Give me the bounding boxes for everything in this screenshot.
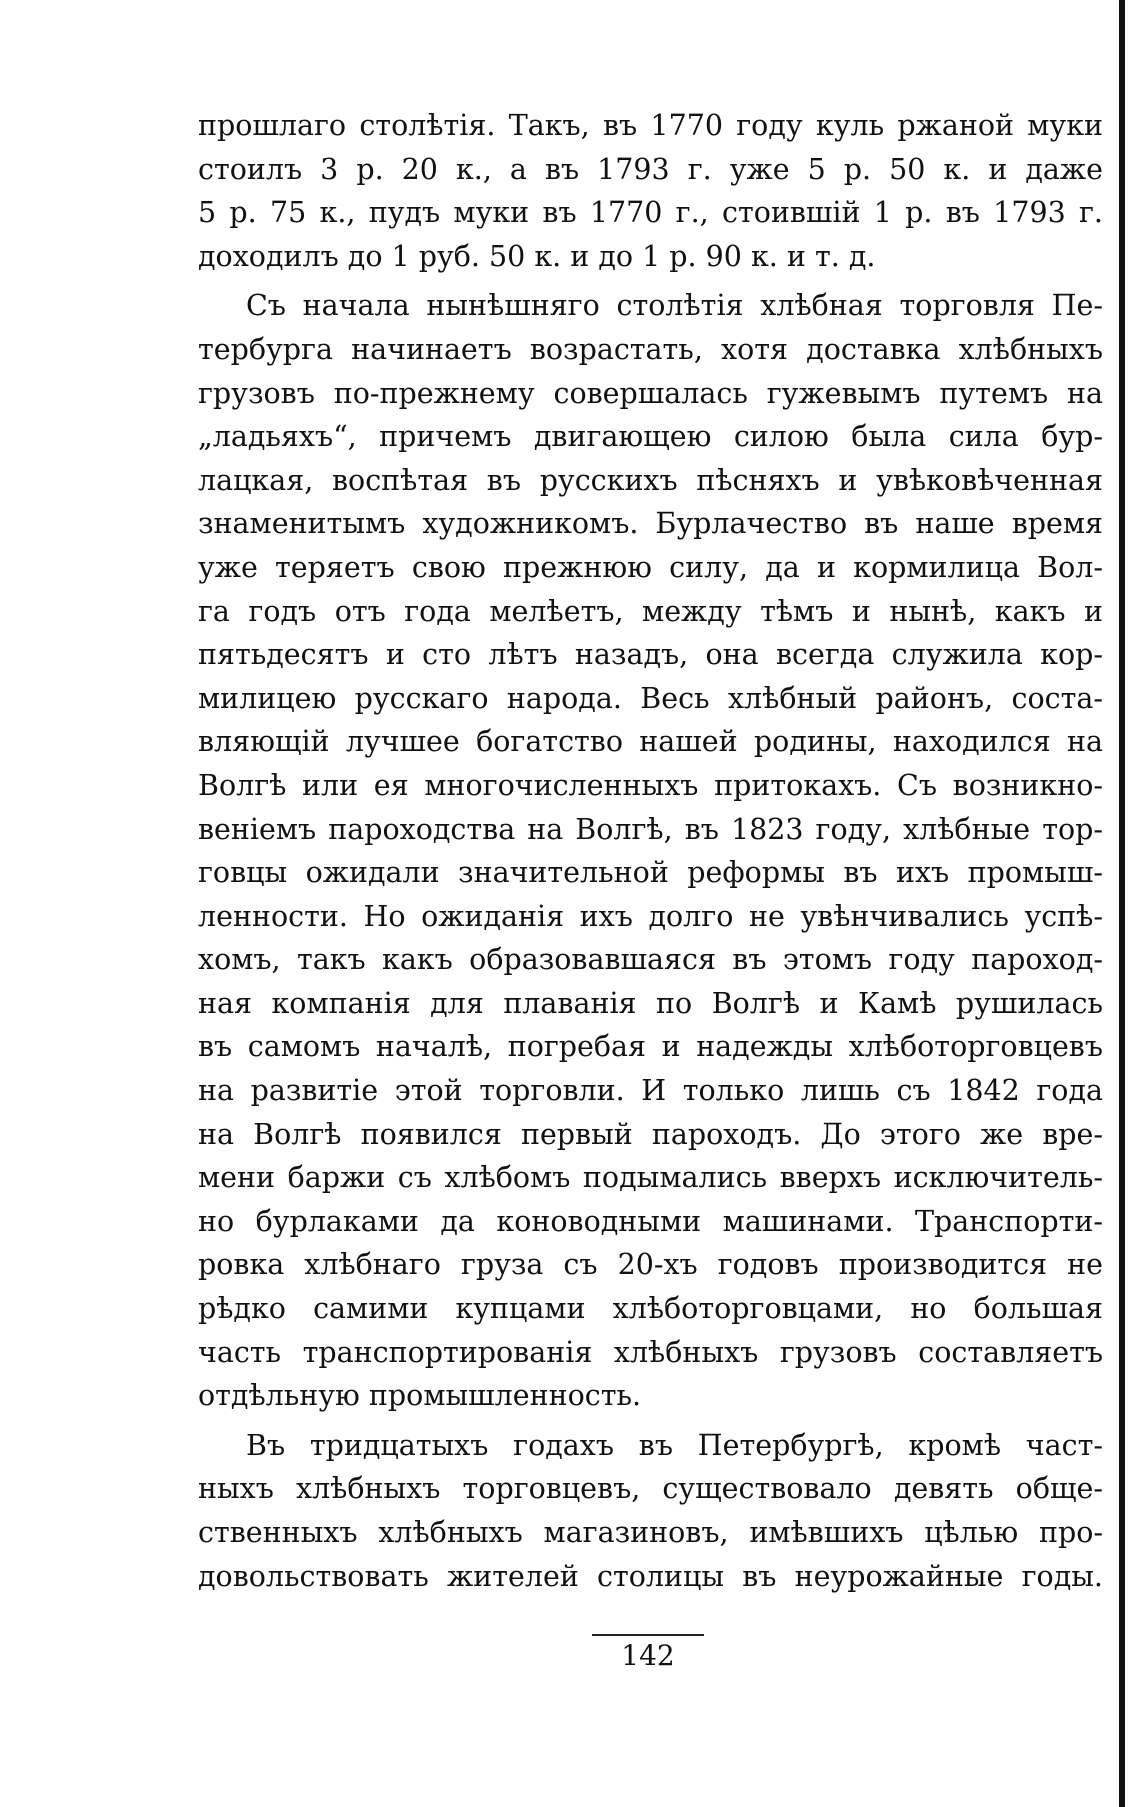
text-line: лацкая, воспѣтая въ русскихъ пѣсняхъ и увѣковѣченная [198, 463, 1103, 497]
text-line: довольствовать жителей столицы въ неурожайные годы. [198, 1559, 1103, 1593]
page-edge-shadow [1119, 0, 1125, 1807]
paragraph-3 [198, 1424, 1103, 1598]
text-line: знаменитымъ художникомъ. Бурлачество въ наше время [198, 507, 1103, 541]
text-line: веніемъ пароходства на Волгѣ, въ 1823 году, хлѣбные тор- [198, 812, 1103, 846]
paragraph-1 [198, 104, 1103, 278]
text-line: уже теряетъ свою прежнюю силу, да и кормилица Вол- [198, 550, 1103, 584]
text-line: ленности. Но ожиданія ихъ долго не увѣнчивались успѣ- [198, 899, 1103, 933]
text-line: стоилъ 3 р. 20 к., а въ 1793 г. уже 5 р. 50 к. и даже [198, 152, 1103, 186]
text-line: прошлаго столѣтія. Такъ, въ 1770 году куль ржаной муки [198, 109, 1103, 142]
text-line: ровка хлѣбнаго груза съ 20-хъ годовъ производится не [198, 1248, 1103, 1282]
paragraph-2 [198, 284, 1103, 1417]
body-text [198, 104, 1103, 1598]
text-line: милицею русскаго народа. Весь хлѣбный районъ, соста- [198, 681, 1103, 715]
text-line: га годъ отъ года мелѣетъ, между тѣмъ и нынѣ, какъ и [198, 594, 1103, 628]
text-line: говцы ожидали значительной реформы въ ихъ промыш- [198, 856, 1103, 890]
text-line: рѣдко самими купцами хлѣботорговцами, но большая [198, 1292, 1103, 1326]
text-line: отдѣльную промышленность. [198, 1379, 642, 1413]
text-line: мени баржи съ хлѣбомъ подымались вверхъ исключитель- [198, 1161, 1103, 1195]
text-line: на развитіе этой торговли. И только лишь съ 1842 года [198, 1074, 1103, 1108]
text-line: тербурга начинаетъ возрастать, хотя доставка хлѣбныхъ [198, 332, 1103, 366]
text-line: но бурлаками да коноводными машинами. Транспорти- [198, 1204, 1103, 1238]
text-line: вляющій лучшее богатство нашей родины, находился на [198, 725, 1103, 759]
text-line: доходилъ до 1 руб. 50 к. и до 1 р. 90 к. и т. д. [198, 239, 876, 273]
text-line: Съ начала нынѣшняго столѣтія хлѣбная торговля Пе- [246, 289, 1103, 323]
text-line: на Волгѣ появился первый пароходъ. До этого же вре- [198, 1117, 1103, 1151]
text-line: 5 р. 75 к., пудъ муки въ 1770 г., стоившій 1 р. въ 1793 г. [198, 196, 1103, 230]
page-number: 142 [621, 1639, 675, 1672]
text-line: ныхъ хлѣбныхъ торговцевъ, существовало девять обще- [198, 1472, 1103, 1506]
text-line: грузовъ по-прежнему совершалась гужевымъ путемъ на [198, 376, 1103, 410]
text-line: Въ тридцатыхъ годахъ въ Петербургѣ, кромѣ част- [246, 1428, 1103, 1462]
text-line: ная компанія для плаванія по Волгѣ и Камѣ рушилась [198, 986, 1103, 1020]
text-line: хомъ, такъ какъ образовавшаяся въ этомъ году пароход- [198, 943, 1103, 977]
text-line: „ладьяхъ“, причемъ двигающею силою была сила бур- [198, 420, 1103, 454]
text-line: часть транспортированія хлѣбныхъ грузовъ составляетъ [198, 1335, 1103, 1369]
text-line: въ самомъ началѣ, погребая и надежды хлѣботорговцевъ [198, 1030, 1103, 1064]
text-line: Волгѣ или ея многочисленныхъ притокахъ. Съ возникно- [198, 768, 1103, 802]
text-line: пятьдесятъ и сто лѣтъ назадъ, она всегда служила кор- [198, 638, 1103, 672]
page-number-rule [592, 1634, 704, 1636]
text-line: ственныхъ хлѣбныхъ магазиновъ, имѣвшихъ цѣлью про- [198, 1516, 1103, 1549]
